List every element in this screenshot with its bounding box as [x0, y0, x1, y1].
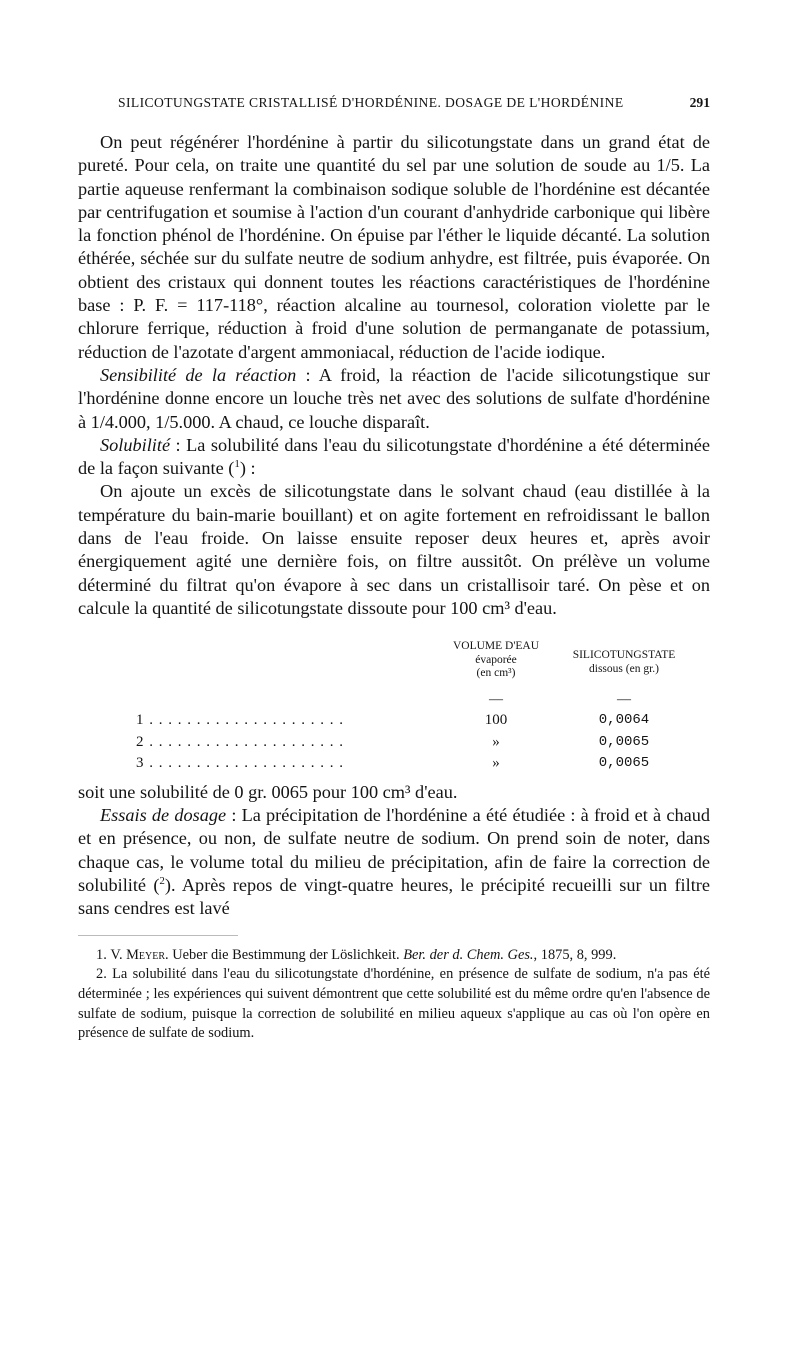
column-header-volume-line3: (en cm³) — [476, 667, 516, 680]
column-header-volume-line1: VOLUME D'EAU — [452, 640, 540, 653]
column-header-dissolved-line1: SILICOTUNGSTATE — [572, 649, 676, 662]
row-label: 1 . . . . . . . . . . . . . . . . . . . . . — [136, 712, 344, 729]
row-dissolved: 0,0065 — [598, 755, 650, 772]
running-header — [118, 95, 710, 117]
column-header-dissolved — [550, 640, 698, 688]
footnote-1-author: V. Meyer. — [110, 946, 169, 963]
footnote-1-number: 1. — [96, 946, 107, 963]
footnote-ref-1: 1 — [234, 458, 240, 471]
row-volume: » — [492, 733, 500, 750]
row-dissolved: 0,0065 — [598, 733, 650, 750]
page — [78, 95, 710, 1044]
footnote-1 — [78, 946, 710, 966]
row-volume: » — [492, 755, 500, 772]
footnote-rule — [78, 935, 238, 936]
sensitivity-label: Sensibilité de la réaction — [100, 364, 297, 385]
dash-volume: — — [489, 691, 503, 707]
dash-dissolved: — — [617, 691, 631, 707]
table-row — [78, 710, 710, 732]
body-text — [78, 131, 710, 921]
row-label: 3 . . . . . . . . . . . . . . . . . . . . . — [136, 755, 344, 772]
page-number: 291 — [689, 95, 710, 110]
paragraph-assay — [78, 804, 710, 920]
paragraph-sensitivity — [78, 364, 710, 434]
assay-label: Essais de dosage — [100, 805, 227, 826]
paragraph-solubility — [78, 434, 710, 481]
footnote-2: 2. La solubilité dans l'eau du silicotungstate d'hordénine, en présence de sulfate de sodium, n'a pas été déterminée ; les expériences qui suivent démontrent que cette solubilité est du même ordre qu'en l'absence de sulfate de sodium, puisque la correction de solubilité en milieu aqueux s'applique au cas où l'on opère en présence de sulfate de sodium. — [78, 966, 710, 1042]
column-header-volume-line2: évaporée — [475, 653, 517, 666]
table-row — [78, 753, 710, 775]
paragraph-method: On ajoute un excès de silicotungstate dans le solvant chaud (eau distillée à la température du bain-marie bouillant) et on agite fortement en refroidissant le ballon dans de l'eau froide. On laisse ensuite reposer deux heures et, après avoir énergiquement agité une dernière fois, on filtre aussitôt. On prélève un volume déterminé du filtrat qu'on évapore à sec dans un cristallisoir taré. On pèse et on calcule la quantité de silicotungstate dissoute pour 100 cm³ d'eau. — [78, 481, 710, 618]
row-label: 2 . . . . . . . . . . . . . . . . . . . . . — [136, 733, 344, 750]
footnote-1-title: Ueber die Bestimmung der Löslichkeit. — [168, 946, 400, 963]
running-title: SILICOTUNGSTATE CRISTALLISÉ D'HORDÉNINE. DOSAGE DE L'HORDÉNINE — [118, 95, 624, 110]
column-header-dissolved-line2: dissous (en gr.) — [589, 663, 659, 676]
footnote-1-journal: Ber. der d. Chem. Ges. — [399, 946, 534, 963]
footnote-1-ref: , 1875, 8, 999. — [533, 946, 617, 963]
footnote-ref-2: 2 — [159, 874, 165, 887]
table-row — [78, 732, 710, 754]
paragraph-solubility-result: soit une solubilité de 0 gr. 0065 pour 100 cm³ d'eau. — [78, 781, 458, 802]
row-dissolved: 0,0064 — [598, 712, 650, 729]
table-dash-row — [78, 688, 710, 710]
solubility-text: : La solubilité dans l'eau du silicotungstate d'hordénine a été déterminée de la façon suivante ( — [78, 434, 710, 479]
paragraph-regeneration: On peut régénérer l'hordénine à partir du silicotungstate dans un grand état de pureté. Pour cela, on traite une quantité du sel par une solution de soude au 1/5. La partie aqueuse renfermant la combinaison sodique soluble de l'hordénine est décantée par centrifugation et soumise à l'action d'un courant d'anhydride carbonique qui libère la fonction phénol de l'hordénine. On épuise par l'éther le liquide décanté. La solution éthérée, séchée sur du sulfate neutre de sodium anhydre, est filtrée, puis évaporée. On obtient des cristaux qui donnent toutes les réactions caractéristiques de l'hordénine base : P. F. = 117-118°, réaction alcaline au tournesol, coloration violette par le chlorure ferrique, réduction à froid d'une solution de permanganate de potassium, réduction de l'azotate d'argent ammoniacal, réduction de l'acide iodique. — [78, 132, 710, 362]
assay-end: ). Après repos de vingt-quatre heures, le précipité recueilli sur un filtre sans cendres est lavé — [78, 874, 710, 919]
table-header-row — [78, 640, 710, 688]
footnotes — [78, 946, 710, 1045]
solubility-label: Solubilité — [100, 434, 171, 455]
solubility-table — [78, 640, 710, 775]
assay-text: : La précipitation de l'hordénine a été étudiée : à froid et à chaud et en présence, ou non, de sulfate neutre de sodium. On prend soin de noter, dans chaque cas, le volume total du milieu de précipitation, afin de faire la correction de solubilité ( — [78, 805, 710, 895]
column-header-volume — [442, 640, 550, 688]
solubility-end: ) : — [239, 458, 256, 479]
sensitivity-text: : A froid, la réaction de l'acide silicotungstique sur l'hordénine donne encore un louche très net avec des solutions de sulfate d'hordénine à 1/4.000, 1/5.000. A chaud, ce louche disparaît. — [78, 364, 710, 432]
row-volume: 100 — [484, 712, 508, 729]
